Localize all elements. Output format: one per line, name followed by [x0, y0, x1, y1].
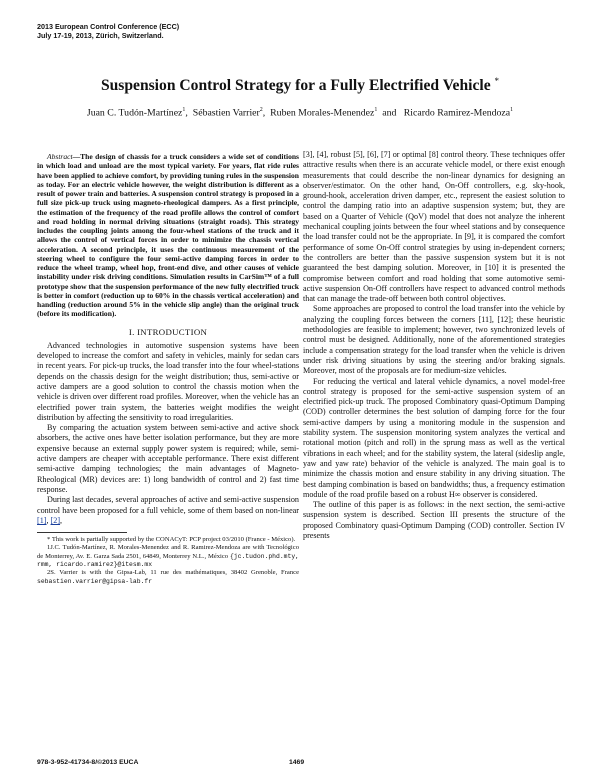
conference-name: 2013 European Control Conference (ECC) — [37, 22, 180, 31]
abstract-label: Abstract — [47, 152, 73, 161]
left-column — [37, 152, 299, 586]
author-affiliation: 1 — [374, 107, 378, 113]
author-affiliation: 2 — [259, 107, 263, 113]
footnote-email: {jc.tudon.phd.mty, rmm, ricardo.ramirez}@itesm.mx — [37, 552, 299, 569]
paragraph: [3], [4], robust [5], [6], [7] or optimal [8] control theory. These techniques offer attractive results when there is an accurate vehicle model, or there exist enough measurements that could describe the non-linear dynamics for designing an observer/estimator. On the other hand, On-Off controllers, e.g. sky-hook, ground-hook, acceleration driven damper, etc., represent the easiest solution to control the damping ratio into an adaptive suspension system; but, they are based on a Quarter of Vehicle (QoV) model that does not analyze the inherent mechanical coupling joints between the four wheel stations and by consequence the load transfer could not be the appropriate. In [9], it is compared the comfort performance of some On-Off control strategies by using in-dependent corners; the controllers are better than the passive suspension system but it is not guaranteed the best damping solution. Moreover, in [10] it is presented the compromise between comfort and road holding that some automotive semi-active suspension On-Off controllers have respect to advanced control methods that can manage the trade-off between both control objectives. — [303, 150, 565, 304]
footnote: * This work is partially supported by the CONACyT: PCP project 03/2010 (France - México). — [47, 536, 296, 544]
paper-title — [0, 76, 600, 95]
author: Sébastien Varrier — [192, 107, 260, 119]
footnote-text: 2S. Varrier is with the Gipsa-Lab, 11 rue des mathématiques, 38402 Grenoble, France — [47, 569, 299, 577]
footnote — [37, 544, 299, 569]
author-affiliation: 1 — [182, 107, 186, 113]
paragraph: During last decades, several approaches of active and semi-active suspension control have been proposed for a full vehicle, some of them based on non-linear [1], [2], — [37, 495, 299, 525]
paragraph: For reducing the vertical and lateral vehicle dynamics, a novel model-free control strategy is proposed for the semi-active suspension system of an electrified pick-up truck. The proposed Combinatory quasi-Optimum Damping (COD) controller determines the best solution of damping force for the four semi-active dampers by using a monitoring module in the suspension and stability system. The suspension monitoring system analyzes the vertical and rotational motion (pitch and roll) in the sprung mass as well as the vertical vibrations in each wheel; and for the stability system, the lateral (sideslip angle, yaw and yaw rate) behavior of the vehicle is analyzed. The main goal is to minimize the chassis motion and ensure stability in any driving situation. The best damping combination is based on bandwidths; thus, a frequency estimation module of the road profile based on a robust H∞ observer is considered. — [303, 376, 565, 499]
conference-date: July 17-19, 2013, Zürich, Switzerland. — [37, 31, 164, 40]
conference-header — [37, 22, 179, 40]
abstract — [37, 152, 299, 319]
paragraph: Advanced technologies in automotive suspension systems have been developed to increase the comfort and safety in vehicles, mainly for sedan cars in recent years. For pick-up trucks, the load transfer into the four wheel-stations depends on the chassis design for the weight distribution; thus, semi-active or active dampers are a good solution to control the chassis motion when the vehicle is driven over different road profiles. Moreover, when the vehicle has an electrified power train system, the batteries weight modifies the weight distribution by affecting the sensitivity to road irregularities. — [37, 340, 299, 422]
author: Juan C. Tudón-Martínez — [86, 107, 183, 119]
footnote-divider — [37, 532, 127, 533]
abstract-text: —The design of chassis for a truck considers a wide set of conditions in which load and unload are the most typical variety. For years, flat ride rules have been applied to achieve comfort, by providing tuning rules in the suspension as today. For an electric vehicle however, the weight distribution is different as a result of power train and batteries. A suspension control strategy is proposed in a full size pick-up truck using magneto-rheological dampers. As a first principle, the estimation of the frequency of the road profile allows the control of comfort and road holding in normal driving situations (straight roads). This strategy includes the coupling joints among the four-wheel stations of the truck and it allows the control of vertical forces in order to minimize the chassis vertical acceleration. A second principle, it uses the continuous measurement of the steering wheel to configure the four semi-active damping forces in order to reduce the wheel tramp, wheel hop, front-end dive, and other causes of vehicle instability under risk driving conditions. Simulation results in CarSim™ of a full prototype show that the suspension performance of the new fully electrified truck is better in comfort (reduction up to 60% in the chassis vertical acceleration) and handling (reduction around 5% in the vehicle slip angle) than the original truck (before its modification). — [37, 152, 299, 319]
section-heading: I. INTRODUCTION — [128, 326, 208, 337]
footnote-email: sebastien.varrier@gipsa-lab.fr — [37, 577, 153, 585]
right-column — [303, 150, 565, 541]
paragraph: By comparing the actuation system between semi-active and active shock absorbers, the active ones have better isolation performance, but they are more expensive because an external supply power system is required; while, semi-active dampers are cheaper with acceptable performance. There exist different semi-active damping technologies; the main advantages of Magneto-Rheological (MR) devices are: 1) long bandwidth of control and 2) fast time response. — [37, 423, 299, 494]
paragraph-text: During last decades, several approaches of active and semi-active suspension control have been proposed for a full vehicle, some of them based on non-linear — [37, 495, 299, 515]
paragraph: Some approaches are proposed to control the load transfer into the vehicle by analyzing the coupling forces between the corners [11], [12]; these heuristic methodologies are feasible to implement; however, two synchronized levels of control must be designed. Additionally, none of the aforementioned strategies include a compensation strategy for the load transfer when the vehicle is driven under risk driving situations by using the steering and/or braking signals. Moreover, most of the proposals are for medium-size vehicles. — [303, 304, 565, 376]
footnote — [37, 569, 299, 586]
copyright-footer: 978-3-952-41734-8/©2013 EUCA — [37, 759, 139, 766]
footnote-text: 1J.C. Tudón-Martínez, R. Morales-Menendez and R. Ramirez-Mendoza are with Tecnológico de Monterrey, Av. E. Garza Sada 2501, 64849, Monterrey N.L., México — [37, 544, 299, 560]
author: Ricardo Ramirez-Mendoza — [403, 107, 511, 119]
page-number: 1469 — [289, 759, 305, 766]
author: Ruben Morales-Menendez — [270, 107, 375, 119]
title-footnote-mark: * — [494, 76, 500, 86]
paper-title-text: Suspension Control Strategy for a Fully Electrified Vehicle — [100, 77, 491, 95]
author-list: Juan C. Tudón-Martínez$^1$, Sébastien Varrier$^2$, Ruben Morales-Menendez$^1$ and Ricardo Ramirez-Mendoza$^1$ — [86, 107, 514, 119]
citation-link[interactable]: [2] — [50, 515, 61, 525]
citation-link[interactable]: [1] — [37, 515, 47, 525]
author-affiliation: 1 — [510, 107, 514, 113]
paragraph: The outline of this paper is as follows: in the next section, the semi-active suspension system is described. Section III presents the structure of the proposed Combinatory quasi-Optimum Damping (COD) controller. Section IV presents — [303, 500, 565, 540]
